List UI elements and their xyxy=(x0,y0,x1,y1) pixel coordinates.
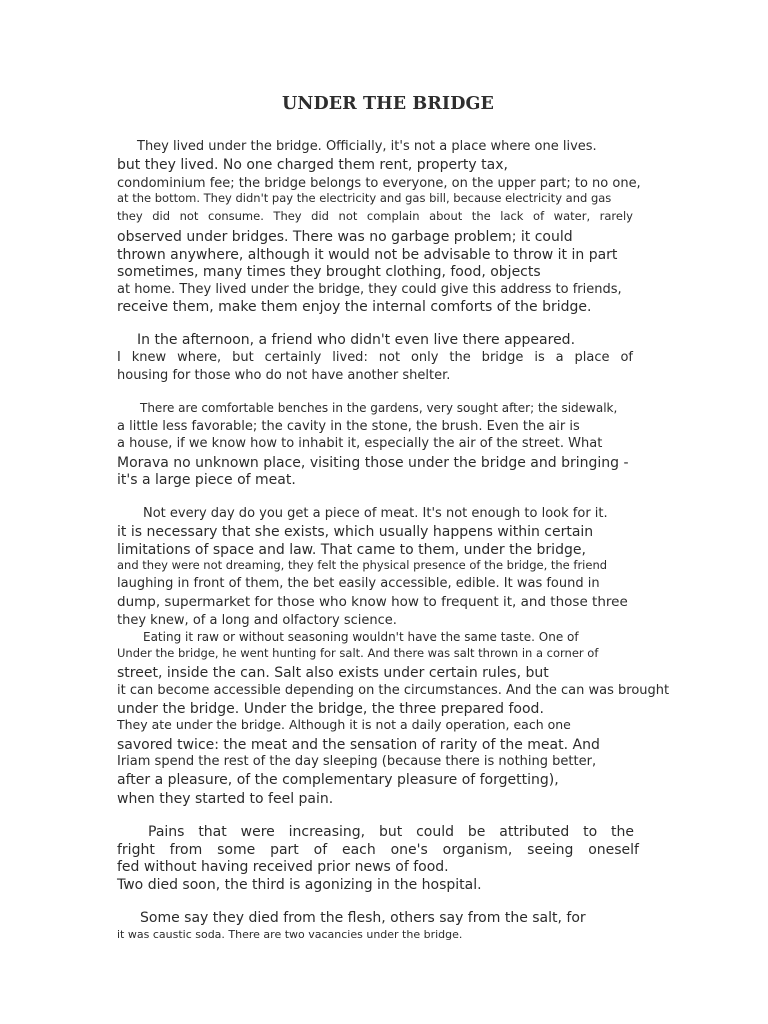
text-line: street, inside the can. Salt also exists under certain rules, but xyxy=(117,665,549,681)
text-line: it is necessary that she exists, which usually happens within certain xyxy=(117,524,594,540)
text-line: dump, supermarket for those who know how to frequent it, and those three xyxy=(117,594,628,610)
text-line: they did not consume. They did not complain about the lack of water, rarely xyxy=(117,209,633,223)
text-line: when they started to feel pain. xyxy=(117,791,334,807)
text-line: They lived under the bridge. Officially, it's not a place where one lives. xyxy=(137,139,597,154)
text-line: a little less favorable; the cavity in the stone, the brush. Even the air is xyxy=(117,419,580,434)
document-title: UNDER THE BRIDGE xyxy=(282,94,494,114)
text-line: fed without having received prior news of food. xyxy=(117,859,449,875)
text-line: savored twice: the meat and the sensation of rarity of the meat. And xyxy=(117,737,600,753)
text-line: They ate under the bridge. Although it is not a daily operation, each one xyxy=(117,717,571,732)
text-line: a house, if we know how to inhabit it, especially the air of the street. What xyxy=(117,436,603,451)
text-line: and they were not dreaming, they felt the physical presence of the bridge, the friend xyxy=(117,558,608,572)
text-line: receive them, make them enjoy the internal comforts of the bridge. xyxy=(117,299,592,315)
text-line: In the afternoon, a friend who didn't even live there appeared. xyxy=(137,332,576,348)
text-line: at home. They lived under the bridge, they could give this address to friends, xyxy=(117,282,622,297)
text-line: but they lived. No one charged them rent, property tax, xyxy=(117,157,508,173)
text-line: it's a large piece of meat. xyxy=(117,472,296,488)
text-line: condominium fee; the bridge belongs to everyone, on the upper part; to no one, xyxy=(117,176,641,191)
text-line: they knew, of a long and olfactory science. xyxy=(117,613,397,628)
text-line: it was caustic soda. There are two vacancies under the bridge. xyxy=(117,928,463,941)
text-line: Eating it raw or without seasoning wouldn't have the same taste. One of xyxy=(143,630,579,644)
text-line: after a pleasure, of the complementary pleasure of forgetting), xyxy=(117,772,559,788)
text-line: Morava no unknown place, visiting those under the bridge and bringing - xyxy=(117,455,629,471)
text-line: it can become accessible depending on the circumstances. And the can was brought xyxy=(117,683,670,698)
text-line: Two died soon, the third is agonizing in the hospital. xyxy=(117,877,482,893)
text-line: under the bridge. Under the bridge, the three prepared food. xyxy=(117,701,544,717)
text-line: housing for those who do not have another shelter. xyxy=(117,368,451,383)
text-line: laughing in front of them, the bet easily accessible, edible. It was found in xyxy=(117,576,600,591)
text-line: sometimes, many times they brought clothing, food, objects xyxy=(117,264,541,280)
text-line: Pains that were increasing, but could be attributed to the xyxy=(148,824,634,840)
text-line: limitations of space and law. That came to them, under the bridge, xyxy=(117,542,586,558)
text-line: Under the bridge, he went hunting for salt. And there was salt thrown in a corner of xyxy=(117,646,599,660)
text-line: thrown anywhere, although it would not be advisable to throw it in part xyxy=(117,247,618,263)
text-line: Some say they died from the flesh, others say from the salt, for xyxy=(140,910,586,926)
text-line: Not every day do you get a piece of meat. It's not enough to look for it. xyxy=(143,506,608,521)
text-line: There are comfortable benches in the gardens, very sought after; the sidewalk, xyxy=(140,401,618,415)
text-line: fright from some part of each one's organism, seeing oneself xyxy=(117,842,639,858)
text-line: Iriam spend the rest of the day sleeping (because there is nothing better, xyxy=(117,754,597,769)
text-line: at the bottom. They didn't pay the electricity and gas bill, because electricity and gas xyxy=(117,191,612,205)
text-line: observed under bridges. There was no garbage problem; it could xyxy=(117,229,573,245)
text-line: I knew where, but certainly lived: not only the bridge is a place of xyxy=(117,350,633,365)
